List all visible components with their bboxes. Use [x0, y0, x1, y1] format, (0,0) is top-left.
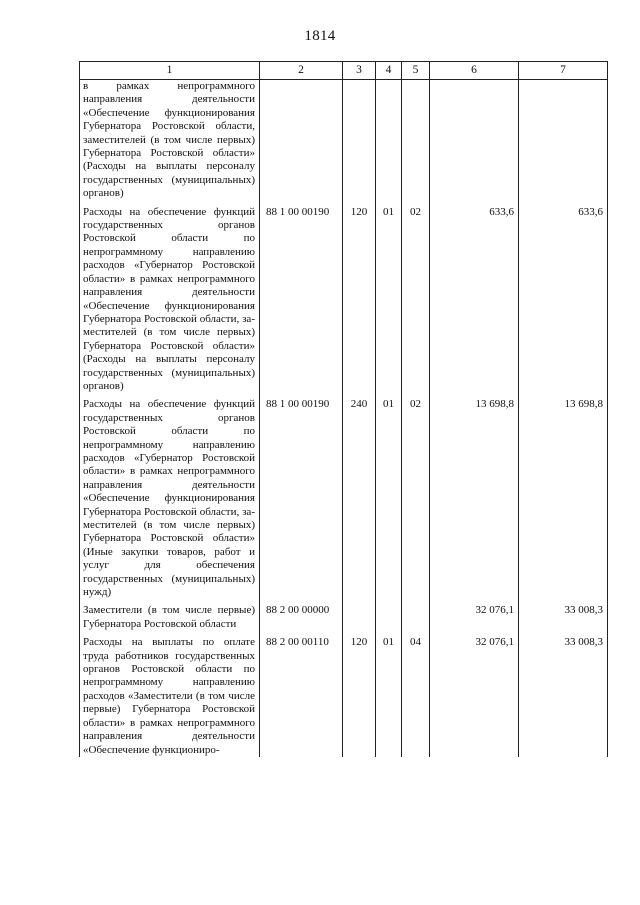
table-row [80, 393, 608, 599]
row-amount-2: 33 008,3 [519, 631, 608, 757]
row-amount-1: 32 076,1 [430, 631, 519, 757]
row-subsection [402, 80, 430, 201]
row-code: 88 2 00 00000 [260, 599, 343, 631]
row-section: 01 [376, 631, 402, 757]
row-subsection: 04 [402, 631, 430, 757]
row-section: 01 [376, 201, 402, 394]
row-description: Расходы на выплаты по оплате труда работников государственных органов Ростовской области по непрограммному направлению расходов «Заместители (в том числе первые) Губернатора Ростовской области» в рамках непрограммного направления деятельности «Обеспечение функциониро- [80, 631, 260, 757]
row-amount-1 [430, 80, 519, 201]
row-section [376, 599, 402, 631]
row-amount-2: 633,6 [519, 201, 608, 394]
row-subsection: 02 [402, 201, 430, 394]
row-amount-2 [519, 80, 608, 201]
row-expense-type [343, 599, 376, 631]
row-subsection: 02 [402, 393, 430, 599]
table-row [80, 599, 608, 631]
row-amount-2: 33 008,3 [519, 599, 608, 631]
column-header-6: 6 [430, 62, 519, 80]
row-description: Расходы на обеспечение функций государственных органов Ростовской области по непрограммному направлению расходов «Губернатор Ростовской области» в рамках непрограммного направления деятельности «Обеспечение функционирования Губернатора Ростовской области, заместителей (в том числе первых) Губернатора Ростовской области» (Расходы на выплаты персоналу государственных (муниципальных) органов) [80, 201, 260, 394]
row-expense-type: 120 [343, 631, 376, 757]
row-expense-type: 240 [343, 393, 376, 599]
table-row [80, 80, 608, 201]
row-code: 88 1 00 00190 [260, 201, 343, 394]
table-header-row [80, 62, 608, 80]
row-description: Заместители (в том числе первые) Губернатора Ростовской области [80, 599, 260, 631]
row-section: 01 [376, 393, 402, 599]
column-header-1: 1 [80, 62, 260, 80]
row-expense-type: 120 [343, 201, 376, 394]
column-header-5: 5 [402, 62, 430, 80]
column-header-4: 4 [376, 62, 402, 80]
row-amount-1: 633,6 [430, 201, 519, 394]
budget-table [79, 61, 608, 757]
row-expense-type [343, 80, 376, 201]
table-row [80, 631, 608, 757]
row-amount-1: 13 698,8 [430, 393, 519, 599]
row-amount-1: 32 076,1 [430, 599, 519, 631]
row-code: 88 2 00 00110 [260, 631, 343, 757]
row-description: Расходы на обеспечение функций государственных органов Ростовской области по непрограммному направлению расходов «Губернатор Ростовской области» в рамках непрограммного направления деятельности «Обеспечение функционирования Губернатора Ростовской области, заместителей (в том числе первых) Губернатора Ростовской области» (Иные закупки товаров, работ и услуг для обеспечения государственных (муниципальных) нужд) [80, 393, 260, 599]
column-header-2: 2 [260, 62, 343, 80]
row-code: 88 1 00 00190 [260, 393, 343, 599]
row-amount-2: 13 698,8 [519, 393, 608, 599]
row-description: в рамках непрограммного направления деятельности «Обеспечение функционирования Губернатора Ростовской области, заместителей (в том числе первых) Губернатора Ростовской области» (Расходы на выплаты персоналу государственных (муниципальных) органов) [80, 80, 260, 201]
page-number: 1814 [304, 28, 336, 44]
row-code [260, 80, 343, 201]
row-section [376, 80, 402, 201]
column-header-7: 7 [519, 62, 608, 80]
column-header-3: 3 [343, 62, 376, 80]
row-subsection [402, 599, 430, 631]
table-row [80, 201, 608, 394]
